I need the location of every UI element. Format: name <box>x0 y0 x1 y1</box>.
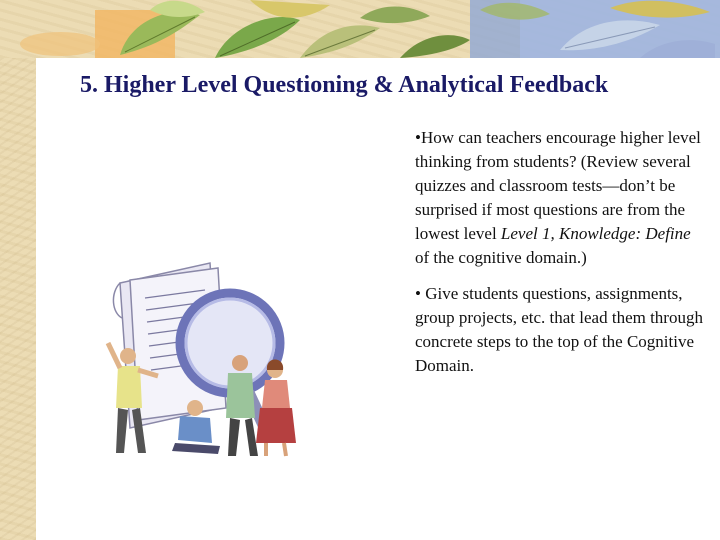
bullet-1-text-end: of the cognitive domain.) <box>415 248 587 267</box>
parchment-strip <box>0 0 36 540</box>
bullet-item-2 <box>415 282 705 378</box>
bullet-marker: • <box>415 284 421 303</box>
bullet-1-text: How can teachers encourage higher level thinking from students? (Review several quizzes and classroom tests—don’t be surprised if most questions are from the lowest level <box>415 128 701 243</box>
slide-body <box>415 126 705 390</box>
bullet-marker: • <box>415 128 421 147</box>
people-with-magnifier-clipart <box>100 258 320 463</box>
leaf-decoration <box>0 0 720 58</box>
slide-title: 5. Higher Level Questioning & Analytical Feedback <box>80 72 609 98</box>
bullet-item-1 <box>415 126 705 270</box>
bullet-1-italic: Level 1, Knowledge: Define <box>500 224 691 243</box>
bullet-2-text: Give students questions, assignments, group projects, etc. that lead them through concrete steps to the top of the Cognitive Domain. <box>415 284 703 375</box>
leaf-banner <box>0 0 720 58</box>
